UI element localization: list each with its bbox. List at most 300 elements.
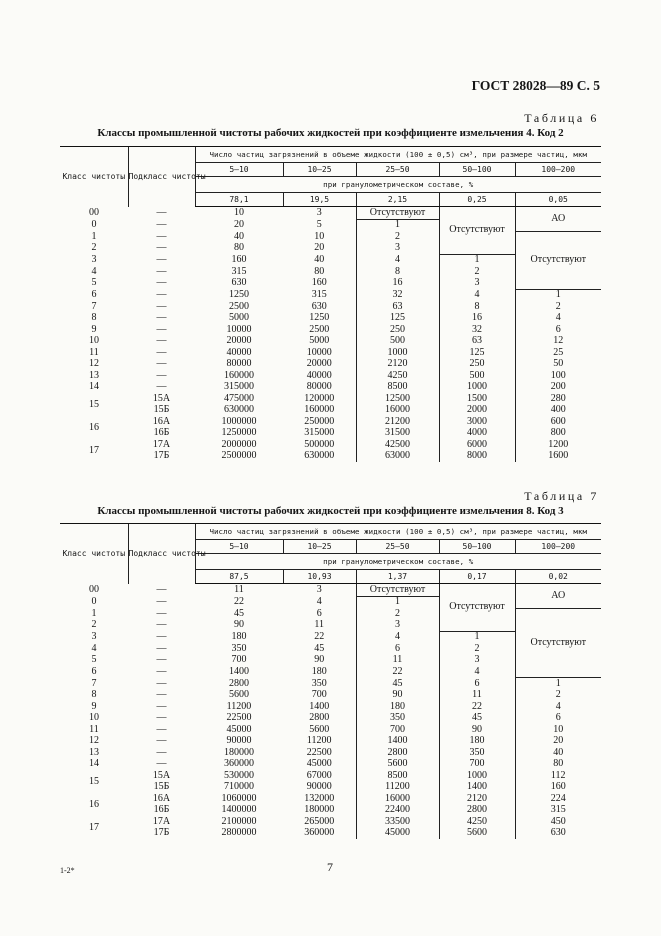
cell-class: 11 [89,723,99,735]
cell-class: 7 [91,677,97,689]
cell-25-50: 45 [356,678,439,690]
cell-100-200: 80 [515,759,601,771]
cell-10-25: 5 [316,219,322,230]
cell-class: 1 [91,607,97,619]
cell-subclass: — [156,300,167,312]
cell-subclass: — [156,242,167,254]
cell-100-200: 630 [515,828,601,840]
cell-10-25: 90 [314,654,325,666]
cell-5-10: 40 [234,230,244,242]
cell-10-25: 11200 [306,735,332,747]
cell-class: 12 [89,358,99,370]
cell-subclass: — [156,206,167,218]
cell-class: 5 [91,277,97,289]
cell-absent: Отсутствуют [515,608,601,678]
cell-class: 17 [89,821,99,833]
cell-10-25: 315000 [304,427,335,439]
cell-5-10: 180 [231,631,247,642]
cell-100-200: 112 [515,770,601,782]
cell-50-100: 250 [439,359,515,371]
table-row [60,289,601,301]
cell-subclass: — [156,700,167,712]
cell-50-100: 6000 [439,439,515,451]
table7-col-subclass: Подкласс чистоты [128,524,195,584]
cell-100-200: 1 [515,289,601,301]
table7-percent: 0,17 [439,570,515,584]
cell-10-25: 160 [311,277,327,289]
cell-50-100: 700 [439,759,515,771]
cell-100-200: 450 [515,816,601,828]
table-row [60,405,601,417]
cell-50-100: 8 [439,301,515,313]
cell-10-25: 4 [316,596,322,607]
cell-absent: Отсутствуют [439,584,515,632]
cell-class: 16 [89,421,99,433]
cell-50-100: 22 [439,701,515,713]
cell-25-50: 31500 [356,428,439,440]
cell-5-10: 45 [234,607,244,619]
cell-5-10: 11 [234,584,244,595]
cell-50-100: 125 [439,347,515,359]
cell-50-100: 1 [439,254,515,266]
table7-percent: 87,5 [195,570,283,584]
cell-5-10: 10 [234,207,244,218]
cell-class: 10 [89,335,99,347]
table6-percent: 0,25 [439,193,515,207]
cell-25-50: 8 [356,266,439,278]
cell-subclass: — [156,254,167,265]
cell-5-10: 80 [234,242,244,254]
cell-5-10: 2800000 [221,827,257,839]
cell-5-10: 20000 [226,335,252,347]
cell-100-200: 4 [515,313,601,325]
cell-10-25: 3 [316,584,322,595]
cell-class: 12 [89,735,99,747]
cell-25-50: 2800 [356,747,439,759]
cell-subclass: — [156,619,167,631]
cell-10-25: 630 [311,300,327,312]
cell-5-10: 2500000 [221,450,257,462]
cell-50-100: 4 [439,666,515,678]
cell-5-10: 22500 [226,712,252,724]
table7-range: 5—10 [195,540,283,554]
cell-subclass: 15Б [153,404,170,416]
cell-50-100: 90 [439,724,515,736]
table6-percent: 19,5 [283,193,356,207]
cell-100-200: 100 [515,370,601,382]
cell-50-100: 2120 [439,793,515,805]
cell-10-25: 22500 [306,746,332,758]
footer-mark: 1-2* [60,866,75,875]
cell-5-10: 2000000 [221,438,257,450]
table7-label: Таблица 7 [524,489,599,503]
cell-25-50: 350 [356,713,439,725]
cell-100-200: 1200 [515,439,601,451]
cell-5-10: 315000 [224,381,254,393]
cell-50-100: 6 [439,678,515,690]
cell-subclass: — [156,607,167,619]
cell-10-25: 265000 [304,815,335,827]
cell-class: 15 [89,775,99,787]
cell-10-25: 2500 [309,323,330,335]
cell-10-25: 250000 [304,415,335,427]
cell-10-25: 10000 [306,346,332,358]
cell-100-200: 50 [515,359,601,371]
cell-10-25: 20000 [306,358,332,370]
cell-10-25: 1250 [309,312,330,324]
cell-class: 13 [89,369,99,381]
cell-50-100: 350 [439,747,515,759]
cell-50-100: 2800 [439,805,515,817]
cell-100-200: 20 [515,736,601,748]
cell-class: 10 [89,712,99,724]
cell-5-10: 22 [234,596,244,607]
cell-25-50: 2 [356,608,439,620]
cell-100-200: 2 [515,301,601,313]
cell-class: 6 [91,289,97,300]
cell-5-10: 710000 [224,781,254,793]
cell-100-200: 315 [515,805,601,817]
cell-25-50: 180 [356,701,439,713]
cell-5-10: 630000 [224,404,254,416]
cell-subclass: 16А [152,792,171,804]
cell-5-10: 1400 [229,665,249,677]
cell-5-10: 700 [231,654,247,666]
table7-title: Классы промышленной чистоты рабочих жидкостей при коэффициенте измельчения 8. Код 3 [97,505,564,517]
table7-particles-header: Число частиц загрязнений в объеме жидкости (100 ± 0,5) см³, при размере частиц, мкм [195,524,601,540]
cell-25-50: 6 [356,643,439,655]
cell-25-50: 42500 [356,439,439,451]
cell-50-100: 1000 [439,382,515,394]
cell-10-25: 500000 [304,438,335,450]
cell-class: 4 [91,265,97,277]
cell-5-10: 2500 [229,300,249,312]
cell-100-200: 400 [515,405,601,417]
table-row [60,231,601,243]
cell-10-25: 20 [314,242,325,254]
table7-percent: 0,02 [515,570,601,584]
cell-5-10: 20 [234,219,244,230]
cell-class: 8 [91,689,97,701]
cell-class: 0 [91,219,97,230]
cell-10-25: 630000 [304,450,335,462]
cell-25-50: 45000 [356,828,439,840]
cell-ao: АО [515,207,601,232]
table-row [60,793,601,805]
cell-100-200: 1600 [515,451,601,463]
cell-subclass: — [156,642,167,654]
cell-subclass: — [156,265,167,277]
cell-25-50: 5600 [356,759,439,771]
cell-subclass: — [156,358,167,370]
cell-class: 8 [91,312,97,324]
cell-5-10: 11200 [226,700,252,712]
cell-100-200: 2 [515,690,601,702]
table-row [60,690,601,702]
table-row [60,324,601,336]
cell-subclass: — [156,323,167,335]
table6-range: 50—100 [439,163,515,177]
cell-5-10: 630 [231,277,247,289]
cell-subclass: 15А [152,392,171,404]
cell-10-25: 40 [314,254,325,265]
cell-subclass: — [156,583,167,595]
cell-10-25: 40000 [306,369,332,381]
table6-particles-header: Число частиц загрязнений в объеме жидкости (100 ± 0,5) см³, при размере частиц, мкм [195,147,601,163]
cell-subclass: 17Б [153,827,170,839]
cell-25-50: 500 [356,336,439,348]
table-row [60,759,601,771]
cell-25-50: 4 [356,631,439,643]
cell-50-100: 11 [439,690,515,702]
cell-10-25: 5600 [309,723,330,735]
cell-subclass: — [156,665,167,677]
cell-class: 00 [89,583,99,595]
cell-absent: Отсутствуют [515,231,601,289]
cell-25-50: 12500 [356,393,439,405]
cell-25-50: 8500 [356,770,439,782]
cell-5-10: 90000 [226,735,252,747]
cell-subclass: — [156,677,167,689]
cell-5-10: 475000 [224,392,254,404]
cell-class: 7 [91,300,97,312]
cell-subclass: 16Б [153,427,170,439]
cell-class: 6 [91,665,97,677]
cell-5-10: 10000 [226,323,252,335]
table7-range: 10—25 [283,540,356,554]
cell-subclass: — [156,312,167,324]
table-row [60,747,601,759]
page-number: 7 [327,860,333,874]
cell-25-50: 8500 [356,382,439,394]
cell-50-100: 16 [439,313,515,325]
cell-5-10: 5000 [229,312,249,324]
table6-percent: 78,1 [195,193,283,207]
cell-class: 3 [91,254,97,265]
cell-5-10: 2100000 [221,815,257,827]
cell-100-200: 1 [515,678,601,690]
cell-class: 16 [89,798,99,810]
cell-50-100: 2000 [439,405,515,417]
cell-class: 5 [91,654,97,666]
cell-50-100: 8000 [439,451,515,463]
table6-range: 25—50 [356,163,439,177]
cell-50-100: 2 [439,643,515,655]
cell-25-50: 63 [356,301,439,313]
cell-10-25: 180000 [304,804,335,816]
table-row [60,359,601,371]
table-row [60,701,601,713]
cell-subclass: — [156,381,167,393]
cell-subclass: 17Б [153,450,170,462]
cell-50-100: 4 [439,289,515,301]
cell-50-100: 180 [439,736,515,748]
cell-5-10: 530000 [224,769,254,781]
table-row [60,724,601,736]
cell-25-50: 1400 [356,736,439,748]
cell-class: 15 [89,398,99,410]
cell-25-50: 1000 [356,347,439,359]
cell-10-25: 45 [314,642,325,654]
cell-10-25: 350 [311,677,327,689]
table-row [60,428,601,440]
cell-10-25: 10 [314,230,325,242]
table7-range: 25—50 [356,540,439,554]
table-row [60,828,601,840]
cell-subclass: — [156,289,167,300]
cell-10-25: 80 [314,265,325,277]
cell-5-10: 350 [231,642,247,654]
cell-25-50: 1 [356,219,439,231]
cell-5-10: 1250 [229,289,249,300]
cell-25-50: 11200 [356,782,439,794]
cell-subclass: 15Б [153,781,170,793]
cell-100-200: 160 [515,782,601,794]
table7 [60,523,601,839]
cell-25-50: 2 [356,231,439,243]
cell-subclass: — [156,230,167,242]
cell-25-50: 21200 [356,416,439,428]
cell-ao: АО [515,584,601,609]
table-row [60,782,601,794]
cell-25-50: 11 [356,655,439,667]
cell-subclass: — [156,723,167,735]
cell-25-50: 125 [356,313,439,325]
cell-10-25: 80000 [306,381,332,393]
cell-50-100: 1 [439,631,515,643]
cell-class: 14 [89,758,99,770]
table7-granulometric-label: при гранулометрическом составе, % [195,554,601,570]
cell-10-25: 120000 [304,392,335,404]
cell-10-25: 45000 [306,758,332,770]
cell-class: 2 [91,242,97,254]
cell-50-100: 1400 [439,782,515,794]
cell-25-50: 32 [356,289,439,301]
cell-5-10: 160 [231,254,247,265]
cell-10-25: 5000 [309,335,330,347]
cell-5-10: 360000 [224,758,254,770]
document-header: ГОСТ 28028—89 С. 5 [471,78,600,93]
cell-100-200: 25 [515,347,601,359]
table6-range: 10—25 [283,163,356,177]
cell-100-200: 224 [515,793,601,805]
cell-25-50: 4 [356,254,439,266]
table6-title: Классы промышленной чистоты рабочих жидкостей при коэффициенте измельчения 4. Код 2 [97,127,564,139]
cell-25-50: 250 [356,324,439,336]
table6-percent: 0,05 [515,193,601,207]
cell-class: 9 [91,700,97,712]
cell-5-10: 1400000 [221,804,257,816]
cell-5-10: 2800 [229,677,249,689]
cell-10-25: 6 [316,607,322,619]
cell-100-200: 800 [515,428,601,440]
cell-25-50: 4250 [356,370,439,382]
cell-50-100: 45 [439,713,515,725]
cell-100-200: 10 [515,724,601,736]
table-row [60,608,601,620]
cell-100-200: 600 [515,416,601,428]
cell-subclass: — [156,369,167,381]
table-row [60,347,601,359]
cell-class: 2 [91,619,97,631]
cell-5-10: 90 [234,619,244,631]
table-row [60,816,601,828]
table-row [60,301,601,313]
cell-5-10: 1060000 [221,792,257,804]
cell-50-100: 3 [439,655,515,667]
cell-subclass: 15А [152,769,171,781]
table7-percent: 1,37 [356,570,439,584]
cell-25-50: 63000 [356,451,439,463]
cell-25-50: 22 [356,666,439,678]
cell-25-50: 3 [356,620,439,632]
cell-subclass: 16Б [153,804,170,816]
cell-10-25: 90000 [306,781,332,793]
cell-5-10: 315 [231,265,247,277]
table-row [60,207,601,220]
cell-50-100: 1000 [439,770,515,782]
cell-10-25: 1400 [309,700,330,712]
cell-5-10: 5600 [229,689,249,701]
table-row [60,770,601,782]
cell-25-50: 16 [356,278,439,290]
cell-5-10: 80000 [226,358,252,370]
cell-10-25: 132000 [304,792,335,804]
cell-10-25: 3 [316,207,322,218]
table-row [60,313,601,325]
cell-10-25: 700 [311,689,327,701]
cell-25-50: 22400 [356,805,439,817]
cell-25-50: 1 [356,596,439,608]
cell-class: 4 [91,642,97,654]
cell-subclass: — [156,219,167,230]
table7-range: 100—200 [515,540,601,554]
cell-class: 17 [89,444,99,456]
cell-10-25: 180 [311,665,327,677]
cell-absent: Отсутствуют [439,207,515,255]
cell-25-50: 33500 [356,816,439,828]
cell-subclass: — [156,596,167,607]
cell-subclass: — [156,335,167,347]
cell-50-100: 32 [439,324,515,336]
table-row [60,805,601,817]
table6-col-subclass: Подкласс чистоты [128,147,195,207]
table-row [60,678,601,690]
table6-label: Таблица 6 [524,111,599,125]
cell-10-25: 315 [311,289,327,300]
cell-50-100: 4000 [439,428,515,440]
cell-10-25: 67000 [306,769,332,781]
cell-25-50: 700 [356,724,439,736]
cell-5-10: 1000000 [221,415,257,427]
table6-col-class: Класс чистоты [60,147,128,207]
cell-100-200: 280 [515,393,601,405]
cell-10-25: 160000 [304,404,335,416]
cell-5-10: 180000 [224,746,254,758]
cell-subclass: — [156,346,167,358]
table-row [60,370,601,382]
table-row [60,439,601,451]
cell-5-10: 160000 [224,369,254,381]
cell-25-50: Отсутствуют [356,207,439,220]
table6-granulometric-label: при гранулометрическом составе, % [195,177,601,193]
cell-100-200: 4 [515,701,601,713]
cell-50-100: 3000 [439,416,515,428]
cell-100-200: 200 [515,382,601,394]
cell-100-200: 12 [515,336,601,348]
table7-range: 50—100 [439,540,515,554]
table-row [60,416,601,428]
